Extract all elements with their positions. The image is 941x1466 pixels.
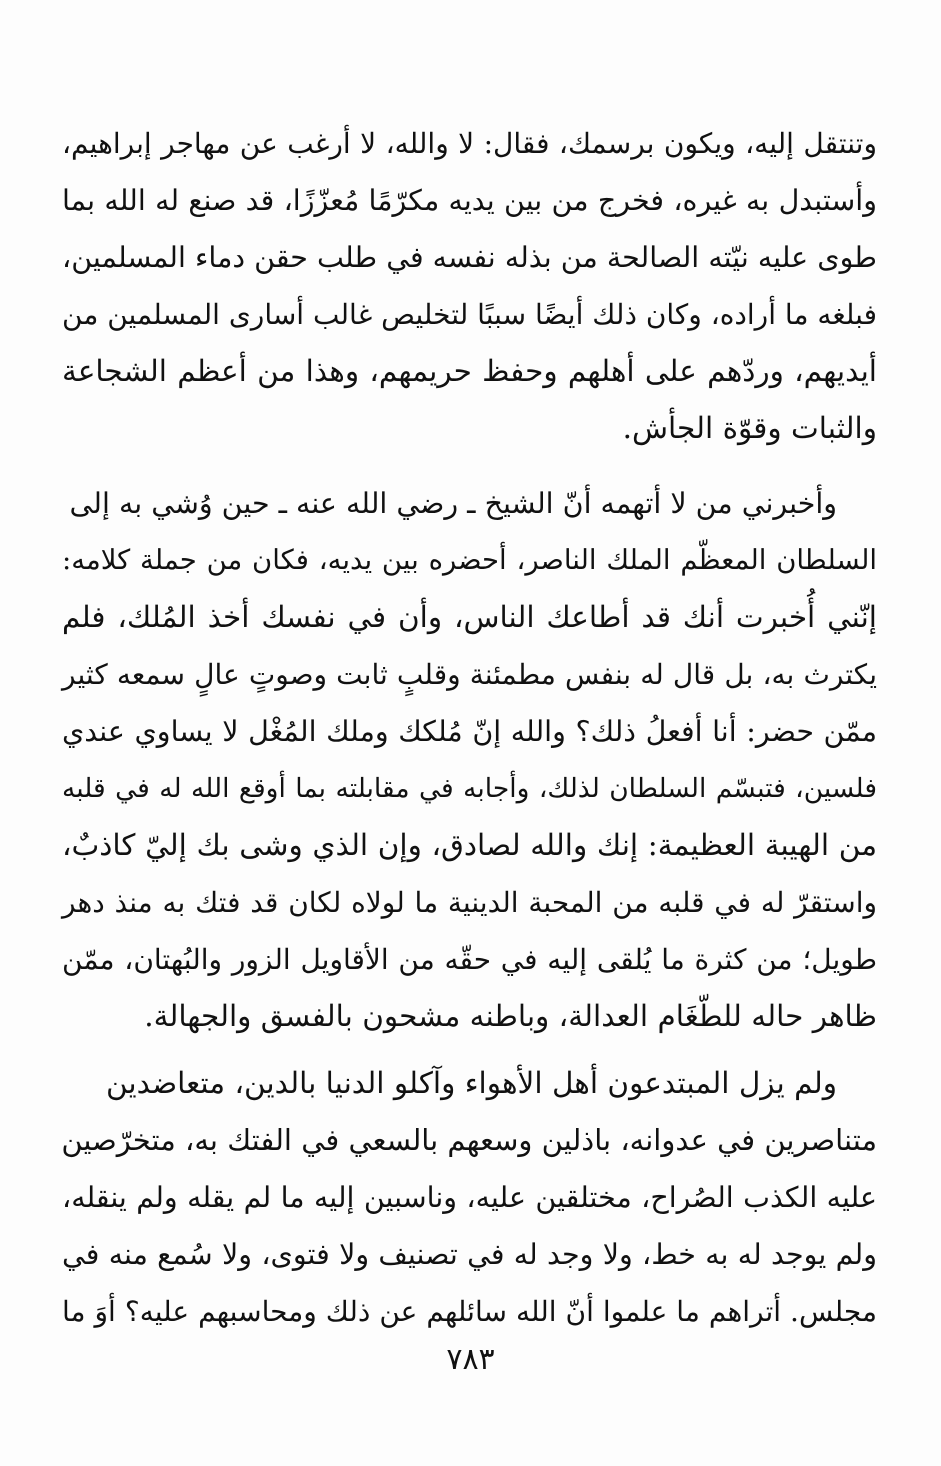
text-line: من الهيبة العظيمة: إنك والله لصادق، وإن الذي وشى بك إليّ كاذبٌ، [62, 828, 877, 862]
text-line: يكترث به، بل قال له بنفس مطمئنة وقلبٍ ثابت وصوتٍ عالٍ سمعه كثير [62, 658, 877, 691]
paragraph-3 [62, 1055, 877, 1340]
text-line: ممّن حضر: أنا أفعلُ ذلك؟ والله إنّ مُلكك وملك المُغْل لا يساوي عندي [62, 715, 877, 748]
text-line: السلطان المعظّم الملك الناصر، أحضره بين يديه، فكان من جملة كلامه: [62, 544, 877, 576]
text-line: فبلغه ما أراده، وكان ذلك أيضًا سببًا لتخليص غالب أسارى المسلمين من [62, 298, 877, 331]
paragraph-1 [62, 115, 877, 457]
text-line: فلسين، فتبسّم السلطان لذلك، وأجابه في مقابلته بما أوقع الله له في قلبه [62, 773, 877, 804]
text-line: ظاهر حاله للطّغَام العدالة، وباطنه مشحون بالفسق والجهالة. [144, 999, 877, 1033]
text-line: وتنتقل إليه، ويكون برسمك، فقال: لا والله، لا أرغب عن مهاجر إبراهيم، [62, 127, 877, 160]
paragraph-2 [62, 475, 877, 1045]
text-line: وأخبرني من لا أتهمه أنّ الشيخ ـ رضي الله عنه ـ حين وُشي به إلى [69, 487, 837, 520]
text-line: عليه الكذب الصُراح، مختلقين عليه، وناسبين إليه ما لم يقله ولم ينقله، [62, 1181, 877, 1214]
text-line: والثبات وقوّة الجأش. [622, 411, 877, 445]
page-number: ٧٨٣ [446, 1342, 495, 1377]
text-line: وأستبدل به غيره، فخرج من بين يديه مكرّمًا مُعزّزًا، قد صنع له الله بما [62, 184, 877, 217]
text-line: ولم يزل المبتدعون أهل الأهواء وآكلو الدنيا بالدين، متعاضدين [105, 1066, 837, 1100]
text-line: إنّني أُخبرت أنك قد أطاعك الناس، وأن في نفسك أخذ المُلك، فلم [62, 600, 877, 634]
text-line: طوى عليه نيّته الصالحة من بذله نفسه في طلب حقن دماء المسلمين، [62, 241, 877, 274]
text-line: ولم يوجد له به خط، ولا وجد له في تصنيف ولا فتوى، ولا سُمع منه في [62, 1238, 877, 1271]
text-line: طويل؛ من كثرة ما يُلقى إليه في حقّه من الأقاويل الزور والبُهتان، ممّن [62, 943, 877, 976]
text-line: واستقرّ له في قلبه من المحبة الدينية ما لولاه لكان قد فتك به منذ دهر [62, 886, 878, 919]
text-line: أيديهم، وردّهم على أهلهم وحفظ حريمهم، وهذا من أعظم الشجاعة [62, 354, 877, 388]
text-line: متناصرين في عدوانه، باذلين وسعهم بالسعي في الفتك به، متخرّصين [61, 1123, 877, 1157]
text-line: مجلس. أتراهم ما علموا أنّ الله سائلهم عن ذلك ومحاسبهم عليه؟ أوَ ما [62, 1295, 877, 1328]
